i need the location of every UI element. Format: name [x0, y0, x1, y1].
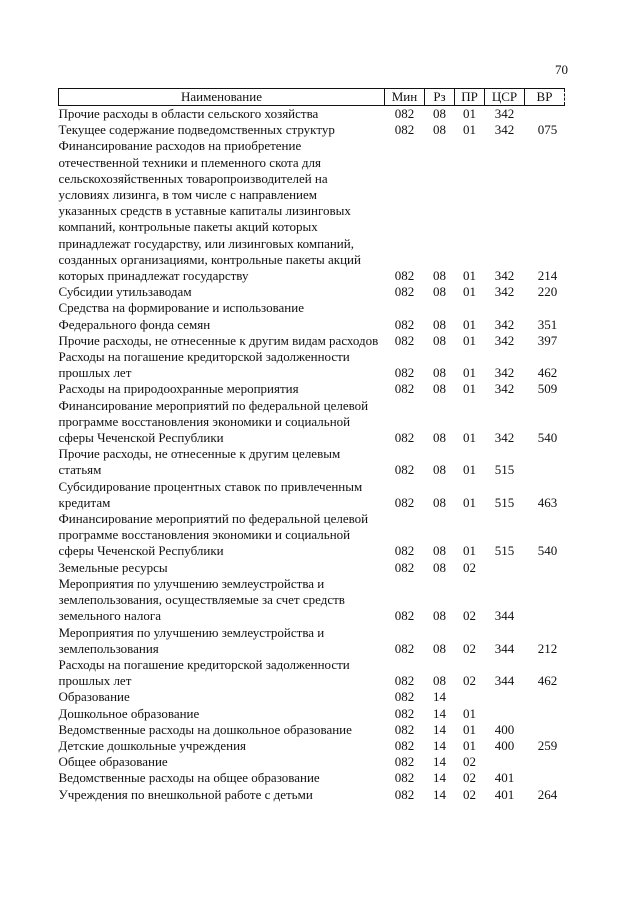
- row-pr: 01: [463, 316, 476, 332]
- row-name: Субсидирование процентных ставок по привлеченным кредитам: [58, 478, 363, 510]
- row-vr: 462: [537, 365, 558, 381]
- row-pr: 01: [463, 332, 476, 348]
- row-vr: 397: [537, 332, 558, 348]
- row-pr: 01: [463, 462, 476, 478]
- row-rz: 08: [433, 462, 446, 478]
- row-min: 082: [394, 122, 415, 138]
- row-rz: 14: [433, 770, 446, 786]
- row-min: 082: [394, 754, 415, 770]
- table-row: [59, 657, 565, 689]
- row-rz: 14: [433, 737, 446, 753]
- row-min: 082: [394, 705, 415, 721]
- header-name: Наименование: [59, 89, 385, 106]
- row-vr: [525, 106, 565, 123]
- row-name: Расходы на погашение кредиторской задолженности прошлых лет: [58, 656, 350, 689]
- row-pr: 01: [463, 721, 476, 737]
- row-name: Финансирование расходов на приобретение отечественной техники и племенного скота для сельскохозяйственных товаропроизводителей на условиях лизинга, в том числе с направлением указанных средств в уставные капиталы лизинговых компаний, контрольные пакеты акций которых принадлежат государству, или лизинговых компаний, созданных организациями, контрольные пакеты акций которых принадлежат государству: [58, 138, 361, 284]
- row-pr: 02: [463, 640, 476, 656]
- row-vr: 214: [537, 268, 558, 284]
- row-pr: 01: [463, 430, 476, 446]
- row-pr: 02: [463, 770, 476, 786]
- row-vr: 264: [537, 786, 558, 802]
- row-pr: 01: [463, 284, 476, 300]
- row-rz: 08: [433, 365, 446, 381]
- row-min: 082: [394, 689, 415, 705]
- row-csr: [485, 689, 525, 705]
- row-vr: [525, 560, 565, 576]
- table-row: [59, 689, 565, 705]
- table-row: [59, 284, 565, 300]
- row-vr: [525, 770, 565, 786]
- row-min: 082: [394, 316, 415, 332]
- page-number: 70: [555, 62, 568, 77]
- table-header-row: [59, 89, 565, 106]
- row-pr: 02: [463, 673, 476, 689]
- row-csr: 400: [494, 721, 515, 737]
- table-row: [59, 138, 565, 284]
- row-min: 082: [394, 284, 415, 300]
- row-csr: 344: [494, 608, 515, 624]
- row-rz: 14: [433, 689, 446, 705]
- table-row: [59, 738, 565, 754]
- row-pr: 02: [463, 754, 476, 770]
- row-rz: 14: [433, 754, 446, 770]
- row-name: Детские дошкольные учреждения: [58, 737, 247, 753]
- row-vr: 259: [537, 737, 558, 753]
- row-min: 082: [394, 721, 415, 737]
- row-pr: 02: [463, 786, 476, 802]
- row-vr: 509: [537, 381, 558, 397]
- table-row: [59, 122, 565, 138]
- row-vr: 351: [537, 316, 558, 332]
- row-pr: 02: [463, 559, 476, 575]
- row-vr: 540: [537, 430, 558, 446]
- row-name: Финансирование мероприятий по федеральной целевой программе восстановления экономики и социальной сферы Чеченской Республики: [58, 397, 369, 446]
- row-vr: [525, 722, 565, 738]
- row-min: 082: [394, 365, 415, 381]
- row-min: 082: [394, 332, 415, 348]
- row-min: 082: [394, 559, 415, 575]
- row-pr: 01: [463, 705, 476, 721]
- row-name: Средства на формирование и использование Федерального фонда семян: [58, 300, 304, 332]
- row-name: Мероприятия по улучшению землеустройства и землепользования: [58, 624, 325, 656]
- row-csr: [485, 706, 525, 722]
- row-min: 082: [394, 770, 415, 786]
- row-vr: 462: [537, 673, 558, 689]
- row-name: Расходы на природоохранные мероприятия: [58, 381, 299, 397]
- row-rz: 08: [433, 559, 446, 575]
- table-body: [59, 106, 565, 803]
- table-row: [59, 511, 565, 560]
- row-name: Ведомственные расходы на общее образование: [58, 770, 320, 786]
- row-csr: [485, 560, 525, 576]
- row-name: Земельные ресурсы: [58, 559, 168, 575]
- row-name: Дошкольное образование: [58, 705, 200, 721]
- table-row: [59, 381, 565, 397]
- row-pr: 01: [463, 494, 476, 510]
- row-min: 082: [394, 543, 415, 559]
- row-min: 082: [394, 608, 415, 624]
- row-min: 082: [394, 268, 415, 284]
- row-min: 082: [394, 737, 415, 753]
- row-rz: 14: [433, 705, 446, 721]
- table-row: [59, 754, 565, 770]
- row-csr: 342: [494, 430, 515, 446]
- table-row: [59, 560, 565, 576]
- row-min: 082: [394, 494, 415, 510]
- row-min: 082: [394, 430, 415, 446]
- row-min: 082: [394, 462, 415, 478]
- budget-table: [58, 88, 565, 803]
- row-pr: 01: [463, 543, 476, 559]
- row-csr: 342: [494, 284, 515, 300]
- row-csr: 515: [494, 494, 515, 510]
- row-rz: 14: [433, 721, 446, 737]
- table-row: [59, 479, 565, 511]
- row-rz: 08: [433, 430, 446, 446]
- row-pr: 01: [463, 106, 476, 121]
- row-vr: [525, 446, 565, 478]
- row-name: Прочие расходы в области сельского хозяйства: [58, 106, 319, 121]
- table-row: [59, 787, 565, 803]
- row-min: 082: [394, 640, 415, 656]
- row-csr: 342: [494, 122, 515, 138]
- row-rz: 08: [433, 494, 446, 510]
- row-pr: 01: [463, 122, 476, 138]
- row-name: Прочие расходы, не отнесенные к другим видам расходов: [58, 332, 379, 348]
- row-pr: 01: [463, 365, 476, 381]
- table-row: [59, 349, 565, 381]
- row-name: Расходы на погашение кредиторской задолженности прошлых лет: [58, 349, 350, 381]
- row-pr: [455, 689, 485, 705]
- row-csr: 400: [494, 737, 515, 753]
- row-min: 082: [394, 673, 415, 689]
- row-rz: 08: [433, 316, 446, 332]
- row-min: 082: [394, 381, 415, 397]
- row-csr: 342: [494, 316, 515, 332]
- table-row: [59, 576, 565, 625]
- row-name: Общее образование: [58, 754, 168, 770]
- row-csr: [485, 754, 525, 770]
- table-row: [59, 722, 565, 738]
- row-vr: [525, 576, 565, 625]
- row-vr: 463: [537, 494, 558, 510]
- header-pr: ПР: [455, 89, 485, 106]
- table-row: [59, 446, 565, 478]
- row-csr: 342: [494, 332, 515, 348]
- row-csr: 515: [494, 543, 515, 559]
- table-row: [59, 398, 565, 447]
- header-vr: ВР: [525, 89, 565, 106]
- row-csr: 342: [494, 365, 515, 381]
- row-rz: 08: [433, 268, 446, 284]
- row-csr: 342: [494, 268, 515, 284]
- row-vr: 212: [537, 640, 558, 656]
- row-vr: 075: [537, 122, 558, 138]
- row-pr: 02: [463, 608, 476, 624]
- row-rz: 08: [433, 543, 446, 559]
- row-name: Финансирование мероприятий по федеральной целевой программе восстановления экономики и социальной сферы Чеченской Республики: [58, 511, 369, 559]
- row-csr: 344: [494, 640, 515, 656]
- row-rz: 08: [433, 381, 446, 397]
- row-rz: 14: [433, 786, 446, 802]
- row-rz: 08: [433, 284, 446, 300]
- table-row: [59, 625, 565, 657]
- row-csr: 344: [494, 673, 515, 689]
- row-vr: 540: [537, 543, 558, 559]
- table-row: [59, 106, 565, 123]
- header-min: Мин: [385, 89, 425, 106]
- row-rz: 08: [433, 106, 446, 121]
- row-name: Субсидии утильзаводам: [58, 284, 192, 300]
- row-pr: 01: [463, 268, 476, 284]
- row-vr: [525, 689, 565, 705]
- row-csr: 342: [494, 106, 515, 121]
- row-min: 082: [394, 786, 415, 802]
- row-csr: 515: [494, 462, 515, 478]
- header-csr: ЦСР: [485, 89, 525, 106]
- row-name: Ведомственные расходы на дошкольное образование: [58, 721, 352, 737]
- header-rz: Рз: [425, 89, 455, 106]
- row-csr: 401: [494, 786, 515, 802]
- row-name: Образование: [58, 689, 130, 705]
- row-name: Текущее содержание подведомственных структур: [58, 122, 335, 138]
- row-vr: [525, 754, 565, 770]
- row-csr: 401: [494, 770, 515, 786]
- table-row: [59, 770, 565, 786]
- row-vr: 220: [537, 284, 558, 300]
- row-name: Мероприятия по улучшению землеустройства и землепользования, осуществляемые за счет средств земельного налога: [58, 575, 345, 624]
- row-rz: 08: [433, 673, 446, 689]
- row-csr: 342: [494, 381, 515, 397]
- table-row: [59, 706, 565, 722]
- table-row: [59, 300, 565, 332]
- row-rz: 08: [433, 608, 446, 624]
- table-row: [59, 333, 565, 349]
- row-min: 082: [394, 106, 415, 121]
- row-pr: 01: [463, 381, 476, 397]
- row-rz: 08: [433, 332, 446, 348]
- row-name: Учреждения по внешкольной работе с детьми: [58, 786, 313, 802]
- row-pr: 01: [463, 737, 476, 753]
- row-rz: 08: [433, 122, 446, 138]
- row-name: Прочие расходы, не отнесенные к другим целевым статьям: [58, 446, 341, 478]
- row-rz: 08: [433, 640, 446, 656]
- row-vr: [525, 706, 565, 722]
